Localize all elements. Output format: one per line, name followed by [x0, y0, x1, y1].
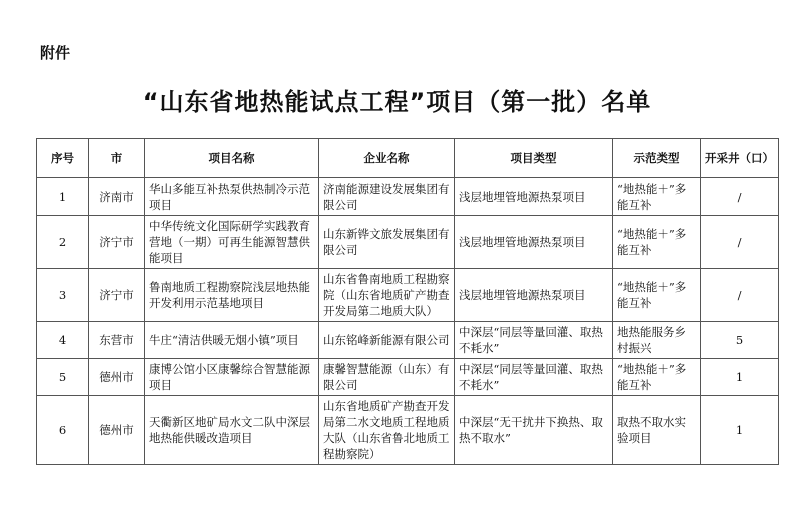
header-company-name: 企业名称: [319, 139, 455, 178]
table-row: [37, 178, 779, 216]
header-project-name: 项目名称: [145, 139, 319, 178]
table-row: [37, 216, 779, 269]
cell-project-type: 浅层地埋管地源热泵项目: [455, 178, 613, 216]
cell-project-type: 浅层地埋管地源热泵项目: [455, 269, 613, 322]
cell-wells: /: [701, 178, 779, 216]
cell-demo-type: “地热能＋”多能互补: [613, 269, 701, 322]
cell-project-type: 中深层“同层等量回灌、取热不耗水”: [455, 322, 613, 359]
cell-city: 济宁市: [89, 216, 145, 269]
cell-index: 1: [37, 178, 89, 216]
table-row: [37, 322, 779, 359]
cell-company-name: 山东铭峰新能源有限公司: [319, 322, 455, 359]
cell-index: 2: [37, 216, 89, 269]
table-row: [37, 396, 779, 465]
cell-project-type: 中深层“无干扰井下换热、取热不取水”: [455, 396, 613, 465]
cell-company-name: 山东省地质矿产勘查开发局第二水文地质工程地质大队（山东省鲁北地质工程勘察院）: [319, 396, 455, 465]
table-row: [37, 269, 779, 322]
cell-company-name: 山东省鲁南地质工程勘察院（山东省地质矿产勘查开发局第二地质大队）: [319, 269, 455, 322]
cell-project-type: 浅层地埋管地源热泵项目: [455, 216, 613, 269]
cell-project-name: 牛庄“清洁供暖无烟小镇”项目: [145, 322, 319, 359]
table-header-row: [37, 139, 779, 178]
cell-project-name: 康博公馆小区康馨综合智慧能源项目: [145, 359, 319, 396]
cell-demo-type: 取热不取水实验项目: [613, 396, 701, 465]
cell-project-name: 华山多能互补热泵供热制冷示范项目: [145, 178, 319, 216]
cell-index: 3: [37, 269, 89, 322]
cell-city: 济宁市: [89, 269, 145, 322]
cell-project-type: 中深层“同层等量回灌、取热不耗水”: [455, 359, 613, 396]
cell-project-name: 中华传统文化国际研学实践教育营地（一期）可再生能源智慧供能项目: [145, 216, 319, 269]
cell-demo-type: 地热能服务乡村振兴: [613, 322, 701, 359]
cell-city: 德州市: [89, 396, 145, 465]
cell-project-name: 天衢新区地矿局水文二队中深层地热能供暖改造项目: [145, 396, 319, 465]
cell-wells: 1: [701, 396, 779, 465]
cell-company-name: 山东新铧文旅发展集团有限公司: [319, 216, 455, 269]
cell-demo-type: “地热能＋”多能互补: [613, 359, 701, 396]
cell-city: 东营市: [89, 322, 145, 359]
cell-wells: 1: [701, 359, 779, 396]
cell-city: 德州市: [89, 359, 145, 396]
cell-company-name: 康馨智慧能源（山东）有限公司: [319, 359, 455, 396]
cell-demo-type: “地热能＋”多能互补: [613, 216, 701, 269]
cell-company-name: 济南能源建设发展集团有限公司: [319, 178, 455, 216]
table-row: [37, 359, 779, 396]
cell-wells: /: [701, 216, 779, 269]
cell-project-name: 鲁南地质工程勘察院浅层地热能开发利用示范基地项目: [145, 269, 319, 322]
cell-wells: 5: [701, 322, 779, 359]
header-demo-type: 示范类型: [613, 139, 701, 178]
cell-index: 6: [37, 396, 89, 465]
cell-index: 5: [37, 359, 89, 396]
document-title: “山东省地热能试点工程”项目（第一批）名单: [142, 88, 652, 116]
header-city: 市: [89, 139, 145, 178]
header-project-type: 项目类型: [455, 139, 613, 178]
cell-demo-type: “地热能＋”多能互补: [613, 178, 701, 216]
header-wells: 开采井（口）: [701, 139, 779, 178]
cell-index: 4: [37, 322, 89, 359]
project-list-table: [36, 138, 779, 465]
cell-wells: /: [701, 269, 779, 322]
header-index: 序号: [37, 139, 89, 178]
cell-city: 济南市: [89, 178, 145, 216]
attachment-label: 附件: [40, 44, 71, 62]
